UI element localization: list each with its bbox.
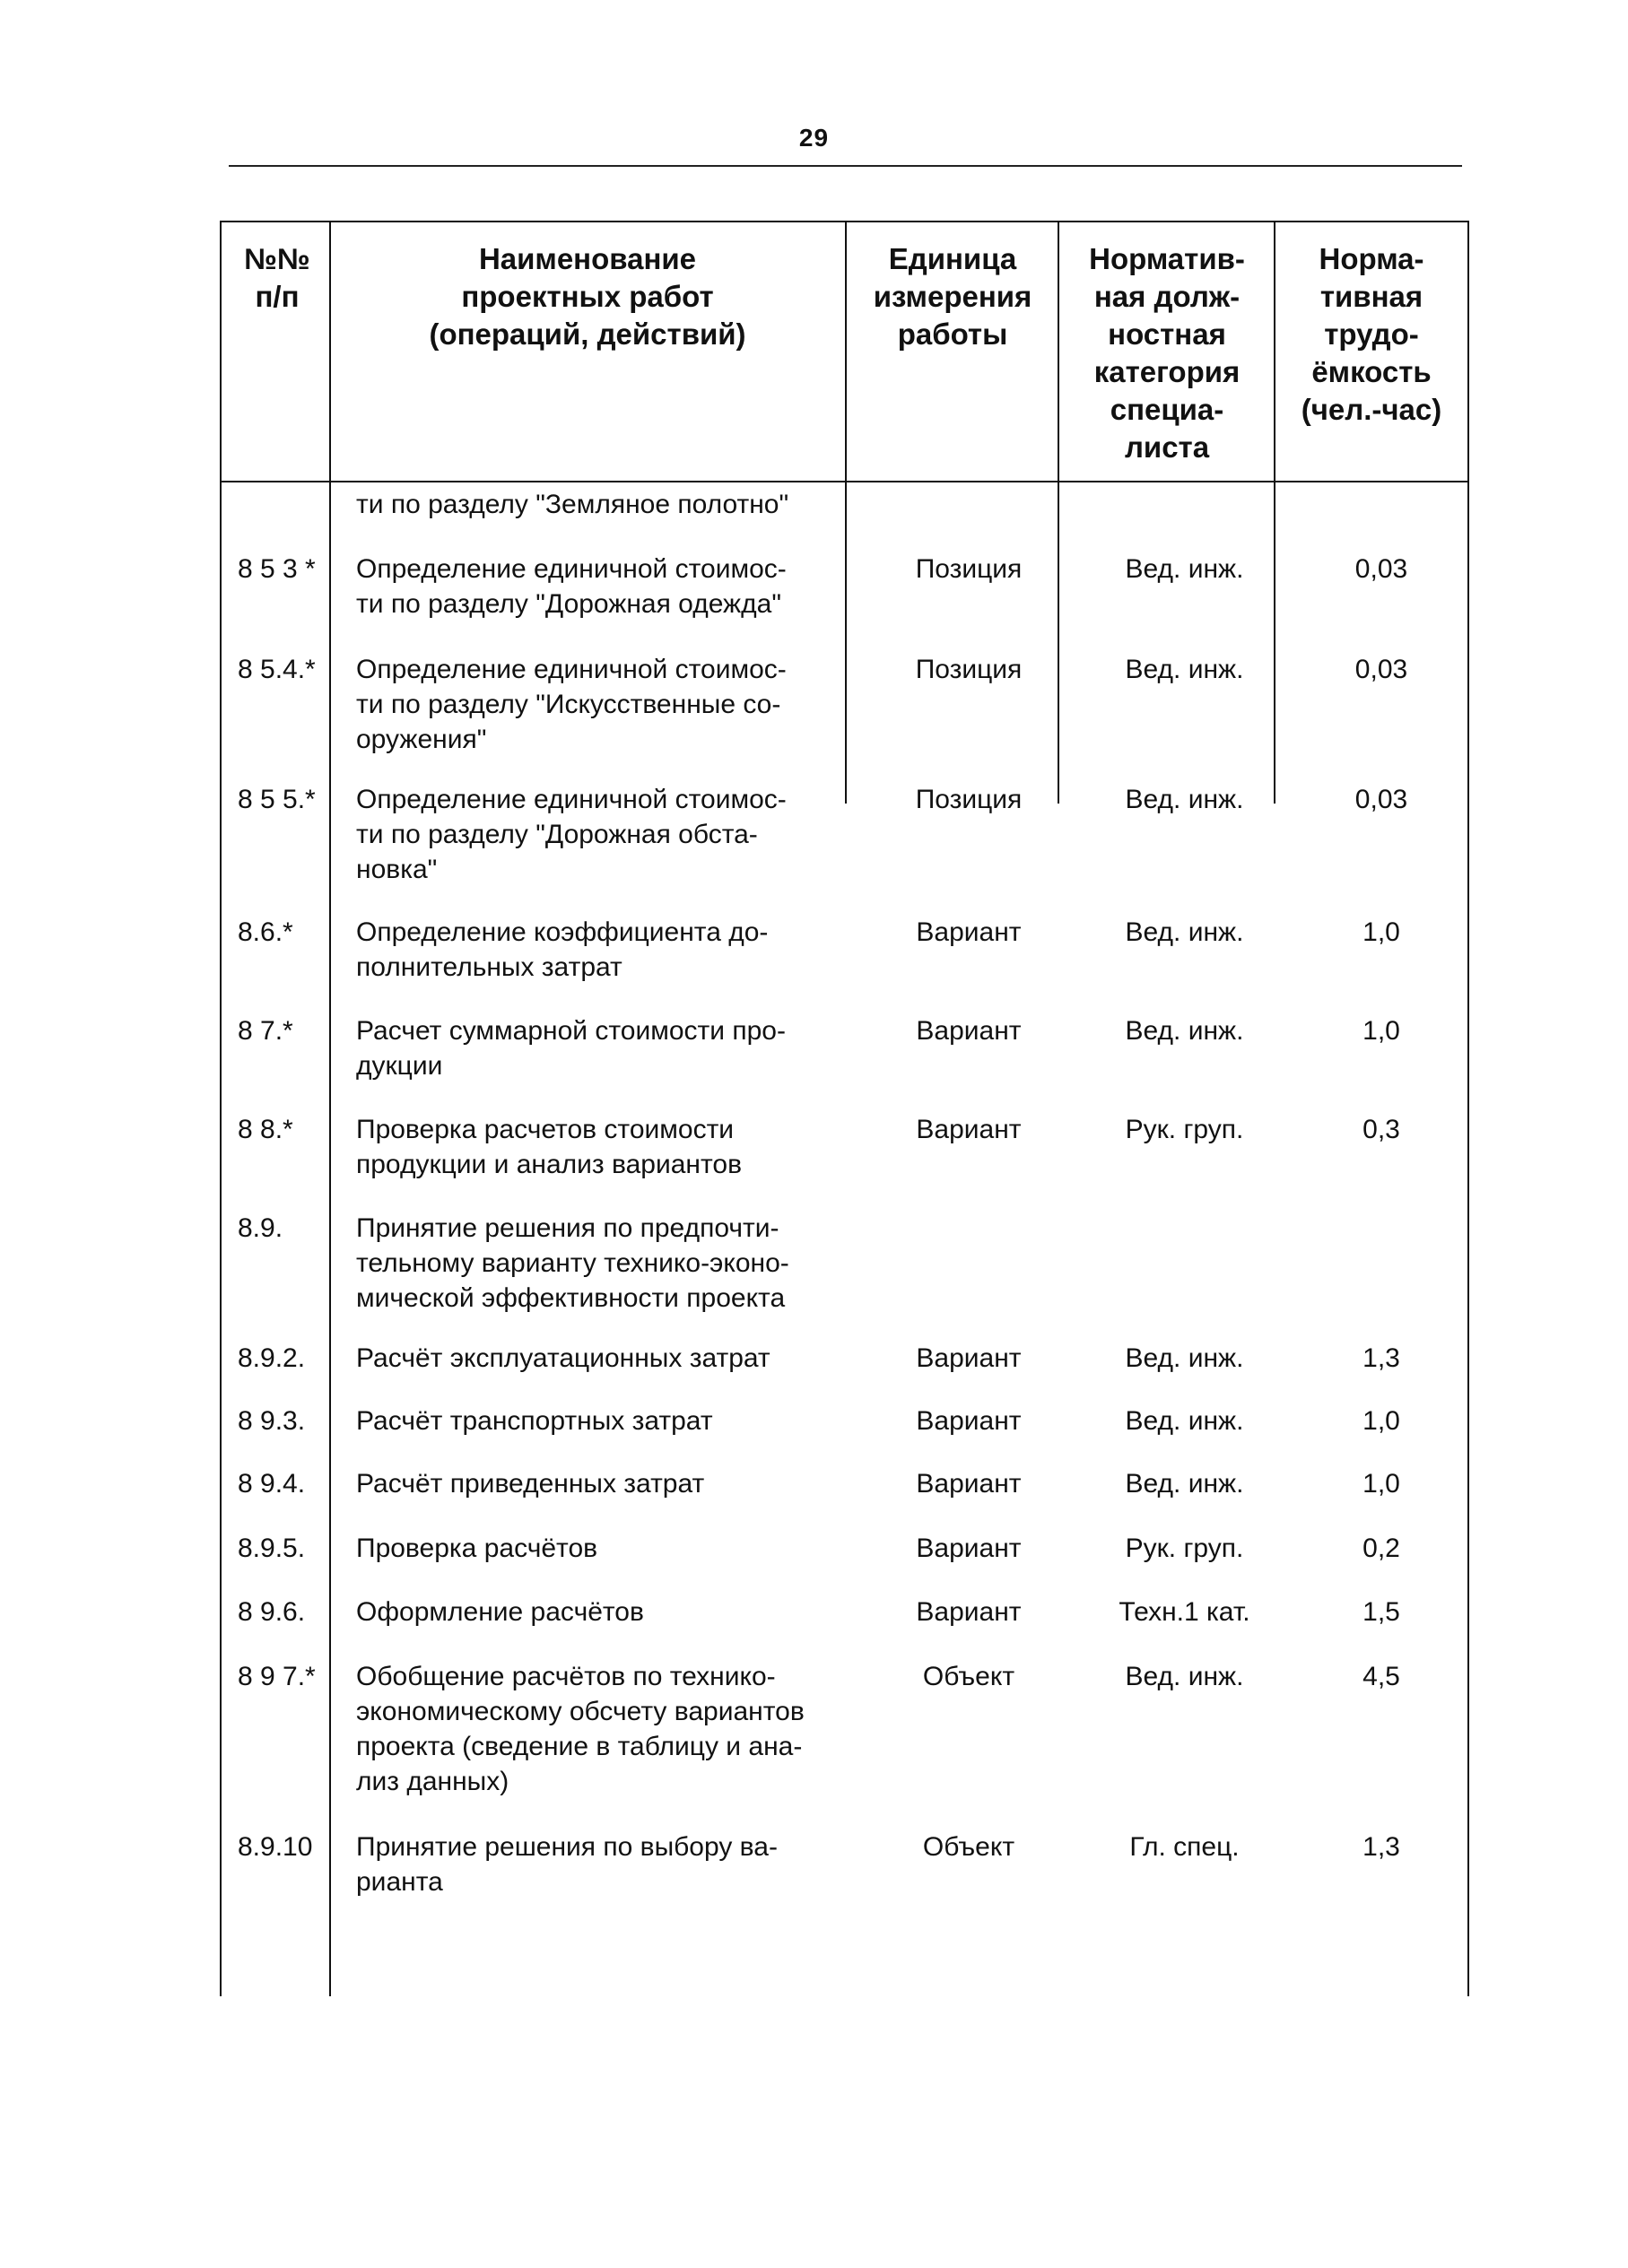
row-category: Гл. спец. — [1129, 1832, 1240, 1862]
row-number: 8 9.6. — [238, 1597, 306, 1627]
row-category: Техн.1 кат. — [1119, 1597, 1250, 1627]
row-number: 8.9.5. — [238, 1534, 306, 1563]
row-unit: Позиция — [915, 554, 1023, 584]
row-norm: 1,3 — [1362, 1832, 1400, 1862]
column-header-num — [224, 240, 330, 316]
row-name-line: Определение единичной стоимос- — [356, 554, 787, 584]
row-name-line: ти по разделу "Дорожная обста- — [356, 820, 758, 849]
header-bottom-border — [220, 481, 1469, 482]
row-name-line: полнительных затрат — [356, 952, 622, 982]
row-unit: Вариант — [916, 1406, 1022, 1436]
row-unit: Позиция — [915, 655, 1023, 684]
row-name-line: новка" — [356, 855, 438, 884]
row-name — [356, 915, 858, 985]
row-name-line: Проверка расчётов — [356, 1534, 598, 1563]
row-name-line: Проверка расчетов стоимости — [356, 1115, 735, 1144]
table-border-right — [1467, 221, 1469, 1996]
row-norm: 0,2 — [1362, 1534, 1400, 1563]
row-category: Вед. инж. — [1125, 655, 1244, 684]
row-category: Вед. инж. — [1125, 1406, 1244, 1436]
row-name — [356, 1659, 858, 1799]
header-line: специа- — [1110, 393, 1224, 426]
header-line: Наименование — [478, 242, 697, 275]
row-category: Вед. инж. — [1125, 1469, 1244, 1499]
row-norm: 1,0 — [1362, 917, 1400, 947]
row-name-line: Определение коэффициента до- — [356, 917, 769, 947]
row-norm: 1,0 — [1362, 1406, 1400, 1436]
header-line: измерения — [873, 280, 1032, 313]
row-name-line: рианта — [356, 1867, 443, 1897]
row-unit: Объект — [922, 1832, 1015, 1862]
row-name — [356, 782, 858, 887]
header-line: работы — [897, 317, 1008, 351]
row-unit: Вариант — [916, 1469, 1022, 1499]
row-category: Вед. инж. — [1125, 917, 1244, 947]
row-unit: Вариант — [916, 1016, 1022, 1046]
row-number: 8.6.* — [238, 917, 293, 947]
header-line: Норматив- — [1089, 242, 1245, 275]
row-name-line: Расчёт эксплуатационных затрат — [356, 1343, 770, 1373]
row-number: 8 9.4. — [238, 1469, 306, 1499]
row-norm: 0,03 — [1354, 655, 1408, 684]
row-name — [356, 1829, 858, 1899]
row-norm: 0,3 — [1362, 1115, 1400, 1144]
table-border-left — [220, 221, 222, 1996]
header-line: (чел.-час) — [1301, 393, 1442, 426]
table-top-border — [220, 221, 1469, 222]
row-number: 8.9.10 — [238, 1832, 313, 1862]
row-name-line: дукции — [356, 1051, 443, 1081]
row-number: 8.9. — [238, 1213, 283, 1243]
page-number: 29 — [798, 124, 830, 152]
column-header-unit — [847, 240, 1058, 353]
row-name-line: продукции и анализ вариантов — [356, 1150, 743, 1179]
row-norm: 0,03 — [1354, 554, 1408, 584]
row-number: 8 9 7.* — [238, 1662, 316, 1691]
row-unit: Вариант — [916, 1343, 1022, 1373]
row-name-line: лиз данных) — [356, 1767, 509, 1796]
row-name — [356, 1531, 858, 1566]
top-rule — [229, 165, 1462, 167]
row-name — [356, 1211, 858, 1316]
header-line: Норма- — [1319, 242, 1424, 275]
header-line: ностная — [1108, 317, 1226, 351]
row-name — [356, 1403, 858, 1438]
row-norm: 1,5 — [1362, 1597, 1400, 1627]
row-number: 8 9.3. — [238, 1406, 306, 1436]
row-norm: 1,0 — [1362, 1469, 1400, 1499]
row-category: Вед. инж. — [1125, 785, 1244, 814]
row-name-line: Расчет суммарной стоимости про- — [356, 1016, 786, 1046]
header-line: листа — [1124, 430, 1210, 464]
column-header-norm — [1277, 240, 1466, 429]
row-norm: 1,3 — [1362, 1343, 1400, 1373]
row-category: Вед. инж. — [1125, 554, 1244, 584]
row-unit: Вариант — [916, 1597, 1022, 1627]
row-name-line: Расчёт приведенных затрат — [356, 1469, 705, 1499]
row-name — [356, 487, 858, 522]
row-name-line: Принятие решения по выбору ва- — [356, 1832, 778, 1862]
header-line: тивная — [1319, 280, 1423, 313]
row-unit: Вариант — [916, 1534, 1022, 1563]
column-header-category — [1059, 240, 1275, 466]
row-name-line: ти по разделу "Земляное полотно" — [356, 490, 789, 519]
row-name-line: оружения" — [356, 725, 487, 754]
header-line: (операций, действий) — [429, 317, 746, 351]
row-name-line: Определение единичной стоимос- — [356, 655, 787, 684]
row-name-line: Оформление расчётов — [356, 1597, 644, 1627]
header-line: ная долж- — [1093, 280, 1241, 313]
header-line: трудо- — [1324, 317, 1419, 351]
row-norm: 1,0 — [1362, 1016, 1400, 1046]
row-norm: 0,03 — [1354, 785, 1408, 814]
row-name-line: мической эффективности проекта — [356, 1283, 786, 1313]
row-unit: Позиция — [915, 785, 1023, 814]
row-unit: Вариант — [916, 1115, 1022, 1144]
row-unit: Объект — [922, 1662, 1015, 1691]
row-number: 8 5 3 * — [238, 554, 316, 584]
row-name-line: ти по разделу "Дорожная одежда" — [356, 589, 781, 619]
row-name-line: Определение единичной стоимос- — [356, 785, 787, 814]
row-norm: 4,5 — [1362, 1662, 1400, 1691]
row-name — [356, 1595, 858, 1629]
header-line: п/п — [255, 280, 300, 313]
row-name-line: тельному варианту технико-эконо- — [356, 1248, 789, 1278]
row-name — [356, 1466, 858, 1501]
row-number: 8 7.* — [238, 1016, 293, 1046]
row-number: 8.9.2. — [238, 1343, 306, 1373]
header-line: Единица — [888, 242, 1017, 275]
row-unit: Вариант — [916, 917, 1022, 947]
row-name-line: экономическому обсчету вариантов — [356, 1697, 805, 1726]
header-line: категория — [1093, 355, 1241, 388]
row-name — [356, 1013, 858, 1083]
row-name — [356, 652, 858, 757]
column-header-name — [332, 240, 843, 353]
row-category: Вед. инж. — [1125, 1343, 1244, 1373]
row-number: 8 5 5.* — [238, 785, 316, 814]
row-category: Вед. инж. — [1125, 1662, 1244, 1691]
row-name-line: ти по разделу "Искусственные со- — [356, 690, 781, 719]
header-line: проектных работ — [461, 280, 714, 313]
header-line: №№ — [244, 242, 310, 275]
row-category: Рук. груп. — [1125, 1534, 1244, 1563]
column-divider-num — [329, 221, 331, 1996]
row-name-line: Обобщение расчётов по технико- — [356, 1662, 776, 1691]
row-name-line: Принятие решения по предпочти- — [356, 1213, 779, 1243]
row-number: 8 8.* — [238, 1115, 293, 1144]
row-number: 8 5.4.* — [238, 655, 316, 684]
row-category: Рук. груп. — [1125, 1115, 1244, 1144]
row-category: Вед. инж. — [1125, 1016, 1244, 1046]
row-name-line: Расчёт транспортных затрат — [356, 1406, 713, 1436]
row-name — [356, 1341, 858, 1376]
header-line: ёмкость — [1311, 355, 1432, 388]
row-name — [356, 1112, 858, 1182]
row-name — [356, 552, 858, 621]
row-name-line: проекта (сведение в таблицу и ана- — [356, 1732, 803, 1761]
